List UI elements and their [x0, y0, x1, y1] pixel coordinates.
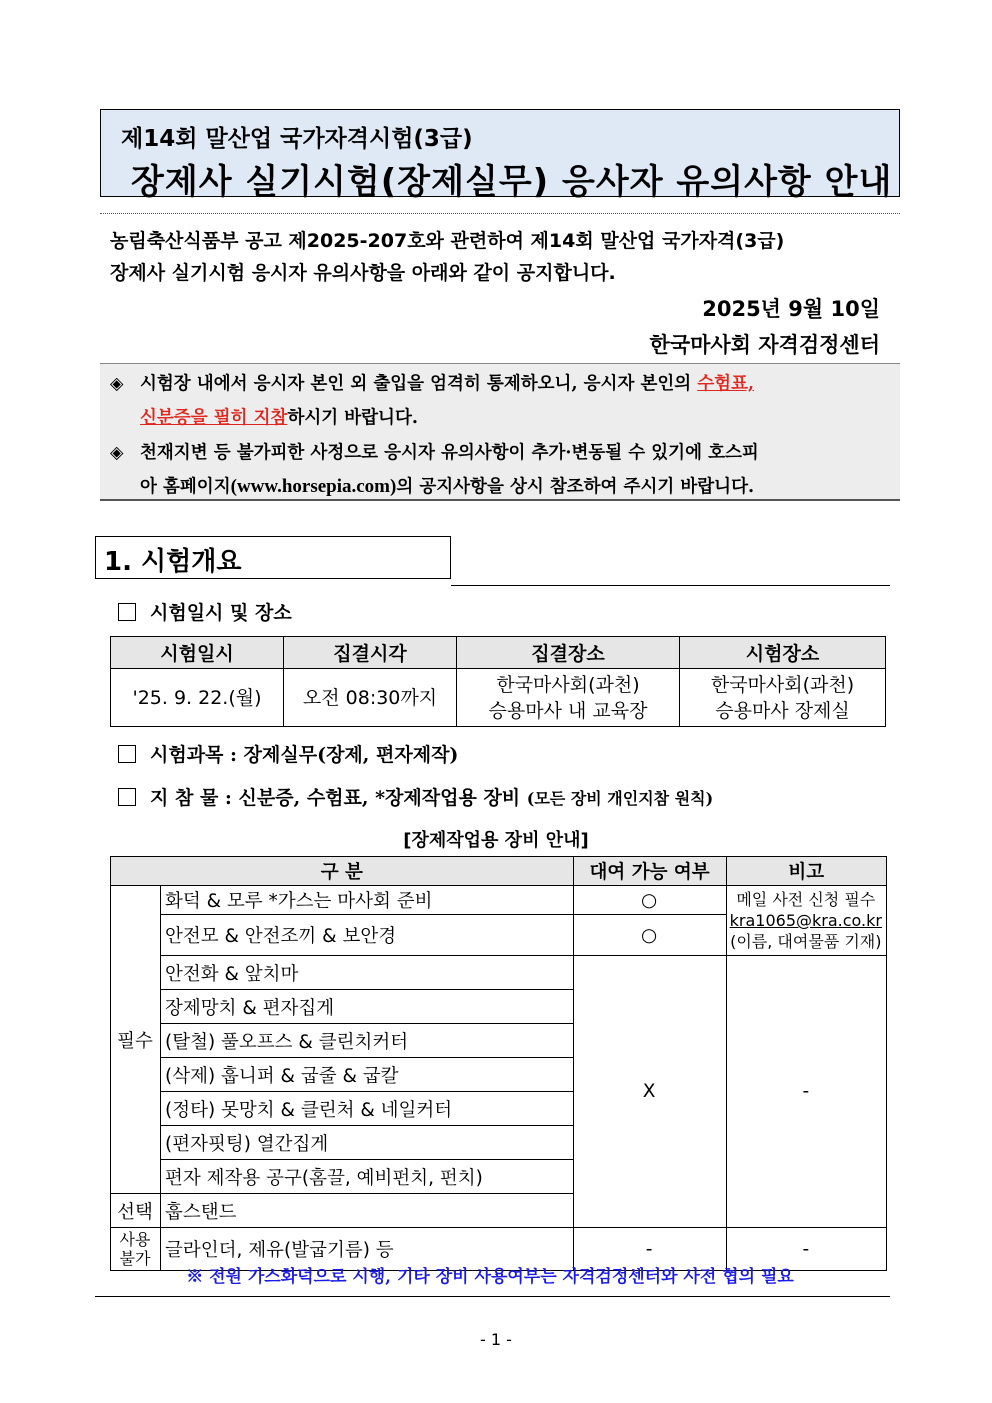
- divider: [100, 213, 900, 214]
- horsepia-link[interactable]: (www.horsepia.com): [230, 476, 397, 497]
- th-gather-time: 집결시각: [284, 637, 457, 669]
- cell-exam-venue: 한국마사회(과천) 승용마사 장제실: [680, 669, 886, 727]
- equipment-caption: [장제작업용 장비 안내]: [403, 830, 589, 851]
- highlight-id-required: 신분증을 필히 지참: [140, 408, 288, 428]
- notice-1: ◈ 시험장 내에서 응시자 본인 외 출입을 엄격히 통제하오니, 응시자 본인의 수험표, 신분증을 필히 지참하시기 바랍니다.: [110, 367, 890, 435]
- announce-org: 한국마사회 자격검정센터: [649, 333, 880, 357]
- page-number: - 1 -: [480, 1330, 512, 1349]
- checkbox-icon: [118, 603, 136, 621]
- highlight-admission-ticket: 수험표,: [697, 374, 755, 394]
- item-forge-anvil: 화덕 & 모루 *가스는 마사회 준비: [161, 886, 574, 915]
- title-line2: 장제사 실기시험(장제실무) 응사자 유의사항 안내: [131, 162, 893, 202]
- equipment-table: [110, 856, 887, 1271]
- item-shoes-apron: 안전화 & 앞치마: [161, 956, 574, 990]
- diamond-icon: ◈: [110, 443, 124, 463]
- item-nippers: (삭제) 훕니퍼 & 굽줄 & 굽칼: [161, 1058, 574, 1092]
- title-line1: 제14회 말산업 국가자격시험(3급): [121, 126, 473, 152]
- note-rental: 메일 사전 신청 필수 kra1065@kra.co.kr (이름, 대여물품 기재): [726, 886, 886, 956]
- rent-forge: ○: [573, 886, 726, 915]
- section-title-box: [95, 536, 451, 579]
- schedule-table: [110, 636, 886, 727]
- intro-line2: 장제사 실기시험 응시자 유의사항을 아래와 같이 공지합니다.: [110, 262, 616, 284]
- footnote: ※ 전원 가스화덕으로 시행, 기타 장비 사용여부는 자격검정센터와 사전 협의 필요: [186, 1267, 794, 1287]
- cell-exam-date: '25. 9. 22.(월): [111, 669, 284, 727]
- notice-box: [100, 363, 900, 501]
- title-box: [100, 109, 900, 202]
- note-dash: -: [726, 956, 886, 1228]
- th-rental: 대여 가능 여부: [573, 857, 726, 886]
- diamond-icon: ◈: [110, 374, 124, 394]
- th-gather-place: 집결장소: [457, 637, 680, 669]
- rent-banned-dash: -: [573, 1228, 726, 1271]
- th-category: 구 분: [111, 857, 574, 886]
- th-note: 비고: [726, 857, 886, 886]
- cell-gather-time: 오전 08:30까지: [284, 669, 457, 727]
- checkbox-icon: [118, 788, 136, 806]
- subhead-items: 지 참 물 : 신분증, 수험표, *장제작업용 장비 (모든 장비 개인지참 원칙): [118, 783, 713, 810]
- intro-text: [110, 225, 890, 363]
- bottom-divider: [95, 1296, 890, 1297]
- section-title: 1. 시험개요: [104, 547, 242, 577]
- subhead-subject: 시험과목 : 장제실무(장제, 편자제작): [118, 740, 458, 767]
- item-hot-tongs: (편자핏팅) 열간집게: [161, 1126, 574, 1160]
- checkbox-icon: [118, 745, 136, 763]
- item-safety-gear: 안전모 & 안전조끼 & 보안경: [161, 915, 574, 956]
- email-link[interactable]: kra1065@kra.co.kr: [729, 911, 882, 930]
- item-hammer-tongs: 장제망치 & 편자집게: [161, 990, 574, 1024]
- rent-safety: ○: [573, 915, 726, 956]
- item-driving-hammer: (정타) 못망치 & 클린처 & 네일커터: [161, 1092, 574, 1126]
- item-pulloffs: (탈철) 풀오프스 & 클린치커터: [161, 1024, 574, 1058]
- cat-banned: 사용 불가: [111, 1228, 161, 1271]
- th-exam-venue: 시험장소: [680, 637, 886, 669]
- th-exam-date: 시험일시: [111, 637, 284, 669]
- announce-date: 2025년 9월 10일: [702, 297, 880, 321]
- note-banned-dash: -: [726, 1228, 886, 1271]
- cat-required: 필수: [111, 886, 161, 1194]
- cell-gather-place: 한국마사회(과천) 승용마사 내 교육장: [457, 669, 680, 727]
- notice-2: ◈ 천재지변 등 불가피한 사정으로 응시자 유의사항이 추가·변동될 수 있기에 호스피 아 홈페이지(www.horsepia.com)의 공지사항을 상시 참조하여 주시기 바랍니다.: [110, 436, 890, 504]
- subhead-schedule: 시험일시 및 장소: [118, 598, 292, 625]
- section-underline: [451, 585, 890, 586]
- item-hoof-stand: 훕스탠드: [161, 1194, 574, 1228]
- intro-line1: 농림축산식품부 공고 제2025-207호와 관련하여 제14회 말산업 국가자격(3급): [110, 230, 785, 252]
- item-shoe-tools: 편자 제작용 공구(홈끌, 예비펀치, 펀치): [161, 1160, 574, 1194]
- cat-optional: 선택: [111, 1194, 161, 1228]
- item-grinder: 글라인더, 제유(발굽기름) 등: [161, 1228, 574, 1271]
- rent-not-available: X: [573, 956, 726, 1228]
